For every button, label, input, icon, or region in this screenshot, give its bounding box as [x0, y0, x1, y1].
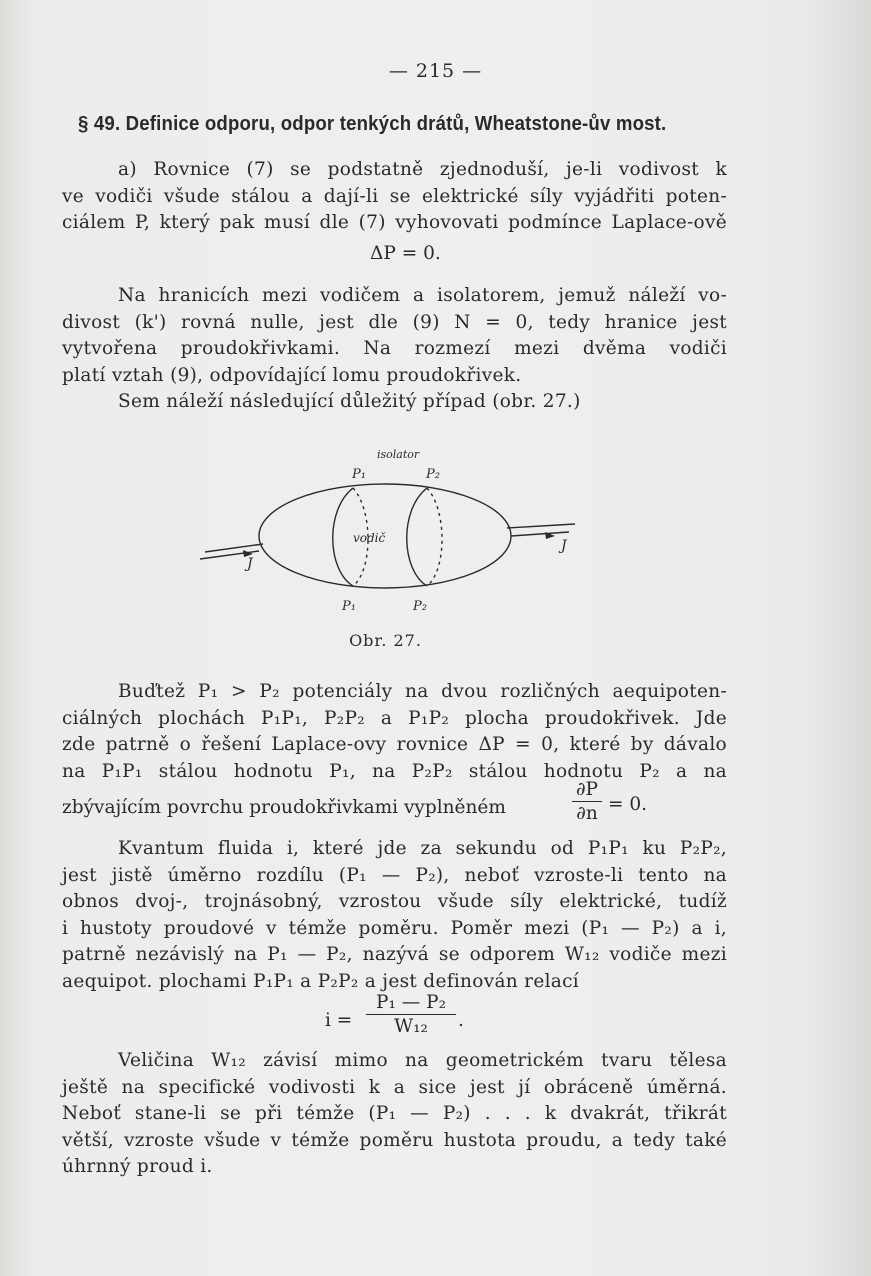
paragraph-conductivity — [62, 1048, 727, 1181]
paragraph-boundary — [62, 283, 727, 416]
text-line: i hustoty proudové v témže poměru. Poměr mezi (P₁ — P₂) a i, — [62, 917, 727, 939]
equation-ohm-fraction — [366, 992, 456, 1037]
text-line: aequipot. plochami P₁P₁ a P₂P₂ a jest definován relací — [62, 970, 580, 992]
text-line: obnos dvoj-, trojnásobný, vzrostou všude síly elektrické, tudíž — [62, 891, 727, 912]
figure-27-conductor — [195, 440, 595, 620]
text-line: zbývajícím povrchu proudokřivkami vyplněném — [62, 797, 506, 818]
label-p2-top: P₂ — [426, 467, 440, 482]
equation-lhs: i = — [325, 1010, 353, 1031]
fraction-denominator: W₁₂ — [394, 1016, 428, 1037]
label-p1-bottom: P₁ — [342, 599, 356, 614]
label-p1-top: P₁ — [352, 467, 366, 482]
text-line: ještě na specifické vodivosti k a sice jest jí obráceně úměrná. — [62, 1076, 727, 1098]
conductor-diagram — [195, 440, 595, 620]
lead-wire-left — [205, 544, 263, 552]
paragraph-a — [62, 157, 727, 237]
text-line: Veličina W₁₂ závisí mimo na geometrickém tvaru tělesa — [118, 1050, 727, 1071]
text-line: a) Rovnice (7) se podstatně zjednoduší, je-li vodivost k — [118, 159, 727, 180]
text-line: úhrnný proud i. — [62, 1156, 213, 1177]
text-line: platí vztah (9), odpovídající lomu proudokřivek. — [62, 364, 522, 386]
text-line: Sem náleží následující důležitý případ (obr. 27.) — [118, 391, 581, 412]
equipotential-surface-p1 — [333, 488, 353, 586]
fraction-denominator: ∂n — [576, 803, 598, 824]
fraction-bar — [366, 1014, 456, 1015]
equation-end: . — [458, 1010, 464, 1031]
text-line: ciálem P, který pak musí dle (7) vyhovovati podmínce Laplace-ově — [62, 212, 727, 233]
figure-caption: Obr. 27. — [349, 631, 422, 650]
text-line: ciálných plochách P₁P₁, P₂P₂ a P₁P₂ plocha proudokřivek. Jde — [62, 707, 727, 729]
text-line: patrně nezávislý na P₁ — P₂, nazývá se odporem W₁₂ vodiče mezi — [62, 944, 727, 965]
equation-normal-derivative — [572, 779, 602, 824]
equipotential-surface-p2-back — [427, 488, 442, 586]
label-j-left: J — [247, 556, 253, 572]
label-p2-bottom: P₂ — [413, 599, 427, 614]
fraction-numerator: ∂P — [575, 779, 598, 800]
text-line: Kvantum fluida i, které jde za sekundu od P₁P₁ ku P₂P₂, — [118, 838, 727, 859]
text-line: Neboť stane-li se při témže (P₁ — P₂) . . . k dvakrát, třikrát — [62, 1103, 727, 1124]
section-title: § 49. Definice odporu, odpor tenkých drátů, Wheatstone-ův most. — [78, 113, 667, 135]
label-isolator: isolator — [377, 448, 420, 461]
text-line: větší, vzroste všude v témže poměru hustota proudu, a tedy také — [62, 1129, 727, 1151]
fraction-bar — [572, 801, 602, 802]
text-line: vytvořena proudokřivkami. Na rozmezí mezi dvěma vodiči — [62, 338, 727, 359]
text-line: Na hranicích mezi vodičem a isolatorem, jemuž náleží vo- — [118, 285, 727, 306]
text-line: jest jistě úměrno rozdílu (P₁ — P₂), neboť vzroste-li tento na — [62, 864, 727, 886]
lead-wire-right — [507, 524, 575, 528]
equipotential-surface-p2 — [407, 488, 427, 586]
page-number: — 215 — — [388, 60, 483, 82]
text-line: Buďtež P₁ > P₂ potenciály na dvou rozličných aequipoten- — [118, 681, 727, 702]
label-vodic: vodič — [353, 531, 386, 545]
paragraph-potentials — [62, 679, 727, 785]
label-j-right: J — [561, 538, 567, 554]
text-line: zde patrně o řešení Laplace-ovy rovnice ΔP = 0, které by dávalo — [62, 734, 727, 755]
equation-rhs: = 0. — [608, 794, 648, 815]
lead-wire-right-lower — [511, 532, 569, 536]
text-line: divost (k') rovná nulle, jest dle (9) N = 0, tedy hranice jest — [62, 311, 727, 333]
equation-laplace: ΔP = 0. — [370, 243, 441, 264]
text-line: na P₁P₁ stálou hodnotu P₁, na P₂P₂ stálou hodnotu P₂ a na — [62, 760, 727, 782]
fraction-numerator: P₁ — P₂ — [376, 992, 446, 1013]
text-line: ve vodiči všude stálou a dají-li se elektrické síly vyjádřiti poten- — [62, 185, 727, 207]
paragraph-resistance — [62, 836, 727, 995]
